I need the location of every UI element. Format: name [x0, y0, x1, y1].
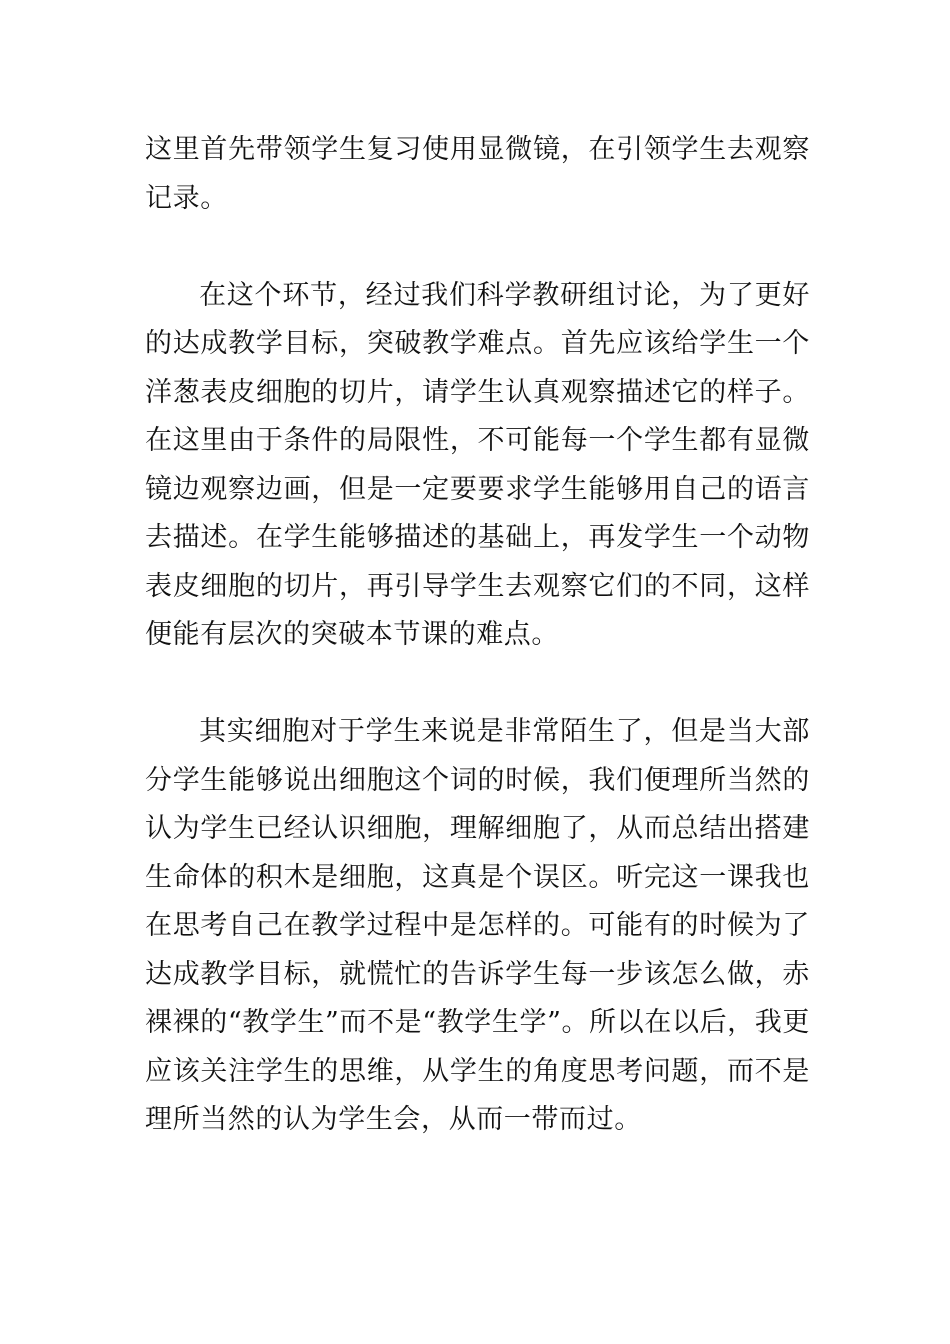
paragraph-2: 在这个环节，经过我们科学教研组讨论，为了更好的达成教学目标，突破教学难点。首先应该给学生一个洋葱表皮细胞的切片，请学生认真观察描述它的样子。在这里由于条件的局限性，不可能每一个学生都有显微镜边观察边画，但是一定要要求学生能够用自己的语言去描述。在学生能够描述的基础上，再发学生一个动物表皮细胞的切片，再引导学生去观察它们的不同，这样便能有层次的突破本节课的难点。: [145, 279, 810, 650]
paragraph-1: 这里首先带领学生复习使用显微镜，在引领学生去观察记录。: [145, 134, 810, 214]
paragraph-spacer: [145, 660, 810, 709]
paragraph-3: 其实细胞对于学生来说是非常陌生了，但是当大部分学生能够说出细胞这个词的时候，我们便理所当然的认为学生已经认识细胞，理解细胞了，从而总结出搭建生命体的积木是细胞，这真是个误区。听完这一课我也在思考自己在教学过程中是怎样的。可能有的时候为了达成教学目标，就慌忙的告诉学生每一步该怎么做，赤裸裸的“教学生”而不是“教学生学”。所以在以后，我更应该关注学生的思维，从学生的角度思考问题，而不是理所当然的认为学生会，从而一带而过。: [145, 716, 810, 1135]
document-body: [145, 126, 810, 1145]
paragraph-spacer: [145, 223, 810, 272]
